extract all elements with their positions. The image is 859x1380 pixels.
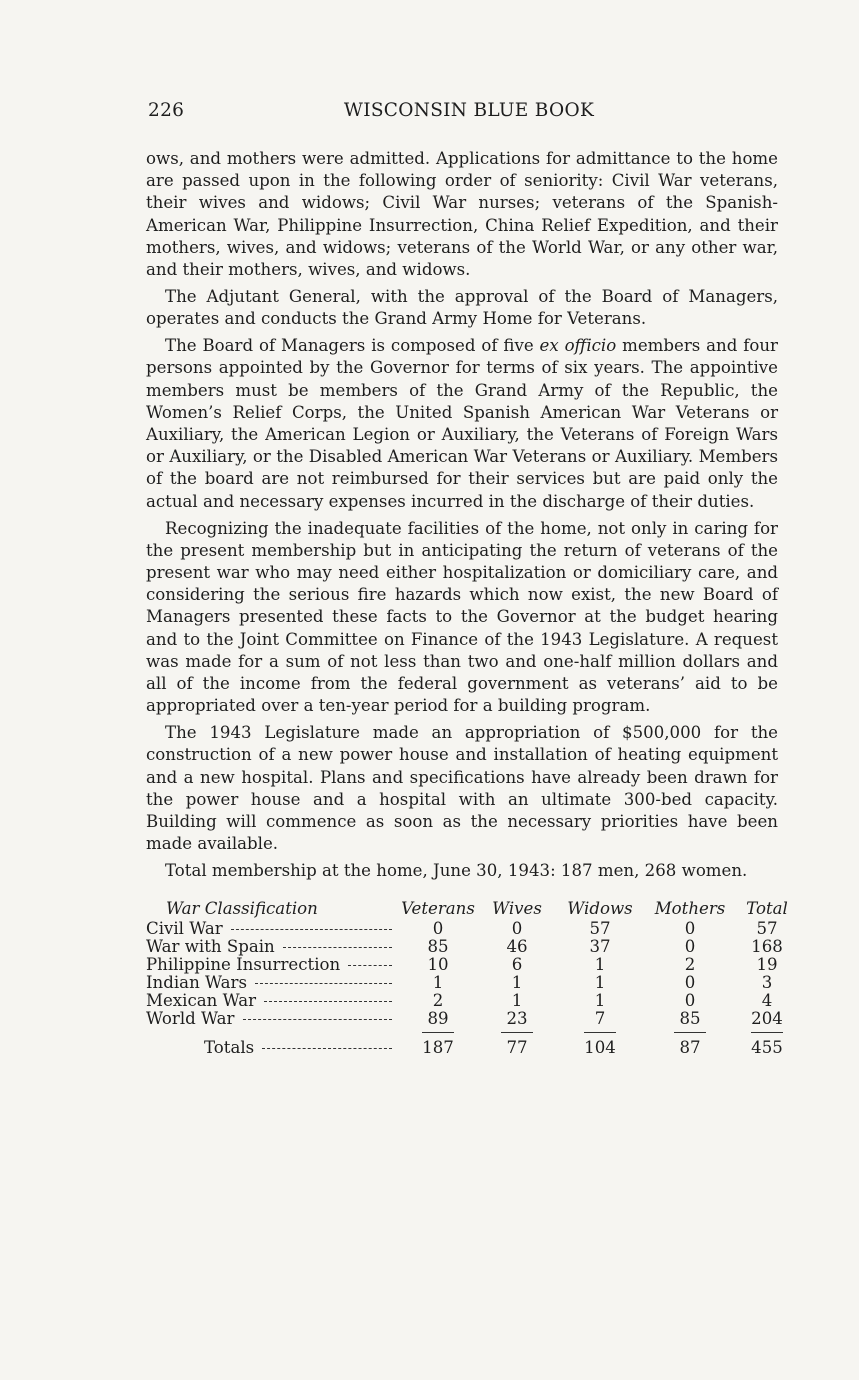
cell-widows: 7 [594,1009,606,1029]
header-veterans: Veterans [401,899,475,919]
sum-rule [674,1032,706,1033]
paragraph-facilities: Recognizing the inadequate facilities of the home, not only in caring for the present membership but in anticipating the return of veterans of the present war who may need either hospitalization or domiciliary care, and considering the serious fire hazards which now exist, the new Board of Managers presented these facts to the Governor at the budget hearing and to the Joint Committee on Finance of the 1943 Legislature. A request was made for a sum of not less than two and one-half million dollars and all of the income from the federal government as veterans’ aid to be appropriated over a ten-year period for a building program. [146,518,778,716]
sum-rule [422,1032,454,1033]
cell-widows: 1 [594,955,606,975]
cell-mothers: 2 [684,955,696,975]
cell-wives: 0 [511,919,523,939]
totals-row [146,1036,800,1058]
dot-leader [348,965,392,966]
row-label: Mexican War [146,991,257,1011]
membership-table [146,898,800,1058]
paragraph-board-text-b: members and four persons appointed by the Governor for terms of six years. The appointive members must be members of the Grand Army of the Republic, the Women’s Relief Corps, the United Spanish American War Veterans or Auxiliary, the American Legion or Auxiliary, the Veterans of Foreign Wars or Auxiliary, or the Disabled American War Veterans or Auxiliary. Members of the board are not reimbursed for their services but are paid only the actual and necessary expenses incurred in the discharge of their duties. [146,336,778,511]
paragraph-total-membership: Total membership at the home, June 30, 1943: 187 men, 268 women. [165,861,748,881]
row-label: Civil War [146,919,223,939]
row-label: Indian Wars [146,973,247,993]
body-text [146,148,778,882]
cell-mothers: 0 [684,919,696,939]
totals-label: Totals [204,1038,255,1058]
dot-leader [283,947,392,948]
paragraph-appropriation: The 1943 Legislature made an appropriation of $500,000 for the construction of a new power house and installation of heating equipment and a new hospital. Plans and specifications have already been drawn for the power house and a hospital with an ultimate 300-bed capacity. Building will commence as soon as the necessary priorities have been made available. [146,723,778,854]
cell-wives: 46 [506,937,528,957]
dot-leader [262,1048,392,1049]
cell-wives: 1 [511,991,523,1011]
paragraph-admission-order: ows, and mothers were admitted. Applications for admittance to the home are passed upon in the following order of seniority: Civil War veterans, their wives and widows; Civil War nurses; veterans of the Spanish-American War, Philippine Insurrection, China Relief Expedition, and their mothers, wives, and widows; veterans of the World War, or any other war, and their mothers, wives, and widows. [146,149,778,280]
table-row [146,974,800,992]
table-row [146,938,800,956]
cell-veterans: 0 [432,919,444,939]
cell-wives: 23 [506,1009,528,1029]
total-total: 455 [751,1038,783,1058]
dot-leader [255,983,392,984]
sum-rule [751,1032,783,1033]
cell-total: 19 [756,955,778,975]
cell-mothers: 0 [684,937,696,957]
cell-total: 204 [751,1009,783,1029]
dot-leader [231,929,392,930]
header-war-classification: War Classification [166,899,318,919]
cell-total: 4 [761,991,773,1011]
paragraph-adjutant-general: The Adjutant General, with the approval of the Board of Managers, operates and conducts the Grand Army Home for Veterans. [146,287,778,329]
row-label: War with Spain [146,937,275,957]
cell-widows: 1 [594,973,606,993]
dot-leader [264,1001,392,1002]
membership-table-wrap [146,898,788,1058]
total-wives: 77 [506,1038,528,1058]
totals-rule-row [146,1028,800,1036]
page-number: 226 [148,100,185,121]
cell-widows: 1 [594,991,606,1011]
italic-ex-officio: ex officio [539,336,617,356]
cell-veterans: 10 [427,955,449,975]
row-label: Philippine Insurrection [146,955,341,975]
total-veterans: 187 [422,1038,454,1058]
table-row [146,992,800,1010]
header-total: Total [746,899,788,919]
total-mothers: 87 [679,1038,701,1058]
row-label: World War [146,1009,235,1029]
table-row [146,920,800,938]
dot-leader [243,1019,393,1020]
cell-wives: 6 [511,955,523,975]
cell-mothers: 85 [679,1009,701,1029]
cell-widows: 37 [589,937,611,957]
cell-total: 3 [761,973,773,993]
book-page [146,100,788,1058]
cell-total: 168 [751,937,783,957]
paragraph-board-text-a: The Board of Managers is composed of five [165,336,540,356]
sum-rule [501,1032,533,1033]
cell-veterans: 2 [432,991,444,1011]
book-title: WISCONSIN BLUE BOOK [343,100,595,121]
cell-veterans: 1 [432,973,444,993]
cell-wives: 1 [511,973,523,993]
header-wives: Wives [492,899,542,919]
cell-total: 57 [756,919,778,939]
table-row [146,956,800,974]
cell-veterans: 89 [427,1009,449,1029]
running-head [146,100,778,128]
header-mothers: Mothers [654,899,726,919]
cell-veterans: 85 [427,937,449,957]
total-widows: 104 [584,1038,616,1058]
table-row [146,1010,800,1028]
sum-rule [584,1032,616,1033]
header-widows: Widows [567,899,633,919]
table-header-row [146,898,800,920]
cell-widows: 57 [589,919,611,939]
cell-mothers: 0 [684,991,696,1011]
cell-mothers: 0 [684,973,696,993]
paragraph-board-composition [146,335,778,513]
